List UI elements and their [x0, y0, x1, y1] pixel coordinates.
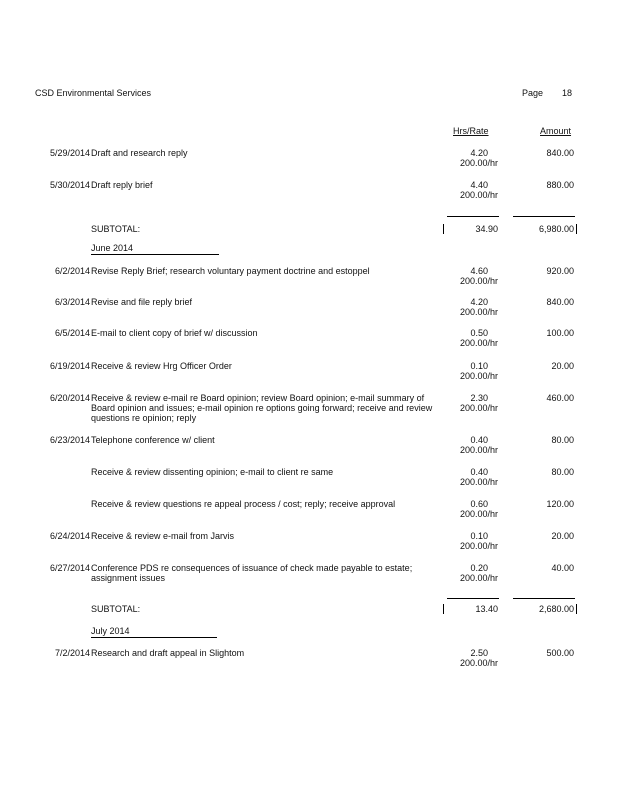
entry-description: Draft reply brief: [91, 180, 153, 190]
entry-amount: 20.00: [551, 531, 574, 541]
entry-hours: 0.60: [470, 499, 488, 509]
entry-rate: 200.00/hr: [459, 158, 498, 168]
subtotal-rule: [513, 216, 575, 217]
entry-description: E-mail to client copy of brief w/ discussion: [91, 328, 258, 338]
entry-amount: 20.00: [551, 361, 574, 371]
entry-rate: 200.00/hr: [459, 445, 498, 455]
subtotal-bracket: [443, 224, 444, 234]
subtotal-label: SUBTOTAL:: [91, 604, 141, 614]
entry-rate: 200.00/hr: [459, 403, 498, 413]
entry-hours: 4.20: [470, 297, 488, 307]
time-entry: [0, 467, 619, 497]
page-number: 18: [562, 88, 573, 98]
subtotal-bracket: [443, 604, 444, 614]
entry-amount: 500.00: [546, 648, 574, 658]
entry-description: Revise and file reply brief: [91, 297, 193, 307]
entry-description: Receive & review questions re appeal process / cost; reply; receive approval: [91, 499, 396, 509]
subtotal-rule: [447, 216, 499, 217]
amount-column-header: Amount: [540, 126, 572, 136]
entry-rate: 200.00/hr: [459, 371, 498, 381]
entry-hours: 0.40: [470, 435, 488, 445]
entry-hours: 2.50: [470, 648, 488, 658]
entry-description: Revise Reply Brief; research voluntary payment doctrine and estoppel: [91, 266, 370, 276]
entry-date: 6/2/2014: [54, 266, 90, 276]
month-heading: June 2014: [91, 243, 219, 255]
entry-rate: 200.00/hr: [459, 307, 498, 317]
entry-date: 6/23/2014: [49, 435, 90, 445]
entry-amount: 840.00: [546, 297, 574, 307]
time-entry: [0, 148, 619, 178]
entry-rate: 200.00/hr: [459, 477, 498, 487]
entry-rate: 200.00/hr: [459, 541, 498, 551]
time-entry: [0, 328, 619, 358]
subtotal-amount: 2,680.00: [538, 604, 574, 614]
time-entry: [0, 531, 619, 561]
entry-hours: 0.10: [470, 531, 488, 541]
entry-description: Receive & review Hrg Officer Order: [91, 361, 232, 371]
entry-amount: 120.00: [546, 499, 574, 509]
entry-hours: 0.10: [470, 361, 488, 371]
entry-date: 6/5/2014: [54, 328, 90, 338]
subtotal-bracket: [576, 224, 577, 234]
subtotal-bracket: [576, 604, 577, 614]
entry-hours: 4.60: [470, 266, 488, 276]
entry-date: 6/3/2014: [54, 297, 90, 307]
time-entry: [0, 297, 619, 327]
subtotal-hours: 34.90: [475, 224, 498, 234]
entry-rate: 200.00/hr: [459, 658, 498, 668]
entry-amount: 880.00: [546, 180, 574, 190]
page-label: Page: [522, 88, 544, 98]
time-entry: [0, 563, 619, 593]
entry-description: Receive & review dissenting opinion; e-mail to client re same: [91, 467, 334, 477]
entry-hours: 4.20: [470, 148, 488, 158]
entry-rate: 200.00/hr: [459, 190, 498, 200]
entry-amount: 40.00: [551, 563, 574, 573]
entry-amount: 460.00: [546, 393, 574, 403]
hours-rate-column-header: Hrs/Rate: [453, 126, 489, 136]
company-name: CSD Environmental Services: [35, 88, 152, 98]
entry-description: Conference PDS re consequences of issuance of check made payable to estate; assignment issues: [91, 563, 413, 583]
entry-description: Receive & review e-mail re Board opinion; review Board opinion; e-mail summary of Board opinion and issues; e-mail opinion re options going forward; receive and review questions re opinion; reply: [91, 393, 433, 423]
time-entry: [0, 648, 619, 678]
entry-hours: 0.50: [470, 328, 488, 338]
entry-hours: 0.20: [470, 563, 488, 573]
time-entry: [0, 435, 619, 465]
subtotal-rule: [447, 598, 499, 599]
entry-amount: 80.00: [551, 435, 574, 445]
entry-rate: 200.00/hr: [459, 573, 498, 583]
entry-date: 6/27/2014: [49, 563, 90, 573]
time-entry: [0, 361, 619, 391]
entry-amount: 920.00: [546, 266, 574, 276]
month-heading: July 2014: [91, 626, 217, 638]
entry-rate: 200.00/hr: [459, 276, 498, 286]
entry-amount: 100.00: [546, 328, 574, 338]
entry-date: 6/24/2014: [49, 531, 90, 541]
time-entry: [0, 180, 619, 210]
entry-hours: 0.40: [470, 467, 488, 477]
subtotal-rule: [513, 598, 575, 599]
entry-hours: 2.30: [470, 393, 488, 403]
entry-description: Receive & review e-mail from Jarvis: [91, 531, 235, 541]
entry-date: 7/2/2014: [54, 648, 90, 658]
subtotal-amount: 6,980.00: [538, 224, 574, 234]
entry-amount: 840.00: [546, 148, 574, 158]
entry-rate: 200.00/hr: [459, 338, 498, 348]
time-entry: [0, 266, 619, 296]
entry-amount: 80.00: [551, 467, 574, 477]
entry-hours: 4.40: [470, 180, 488, 190]
subtotal-hours: 13.40: [475, 604, 498, 614]
entry-rate: 200.00/hr: [459, 509, 498, 519]
entry-description: Telephone conference w/ client: [91, 435, 215, 445]
entry-date: 6/20/2014: [49, 393, 90, 403]
subtotal-label: SUBTOTAL:: [91, 224, 141, 234]
entry-date: 5/29/2014: [49, 148, 90, 158]
entry-description: Draft and research reply: [91, 148, 188, 158]
entry-date: 6/19/2014: [49, 361, 90, 371]
time-entry: [0, 499, 619, 529]
entry-description: Research and draft appeal in Slightom: [91, 648, 245, 658]
time-entry: [0, 393, 619, 427]
entry-date: 5/30/2014: [49, 180, 90, 190]
